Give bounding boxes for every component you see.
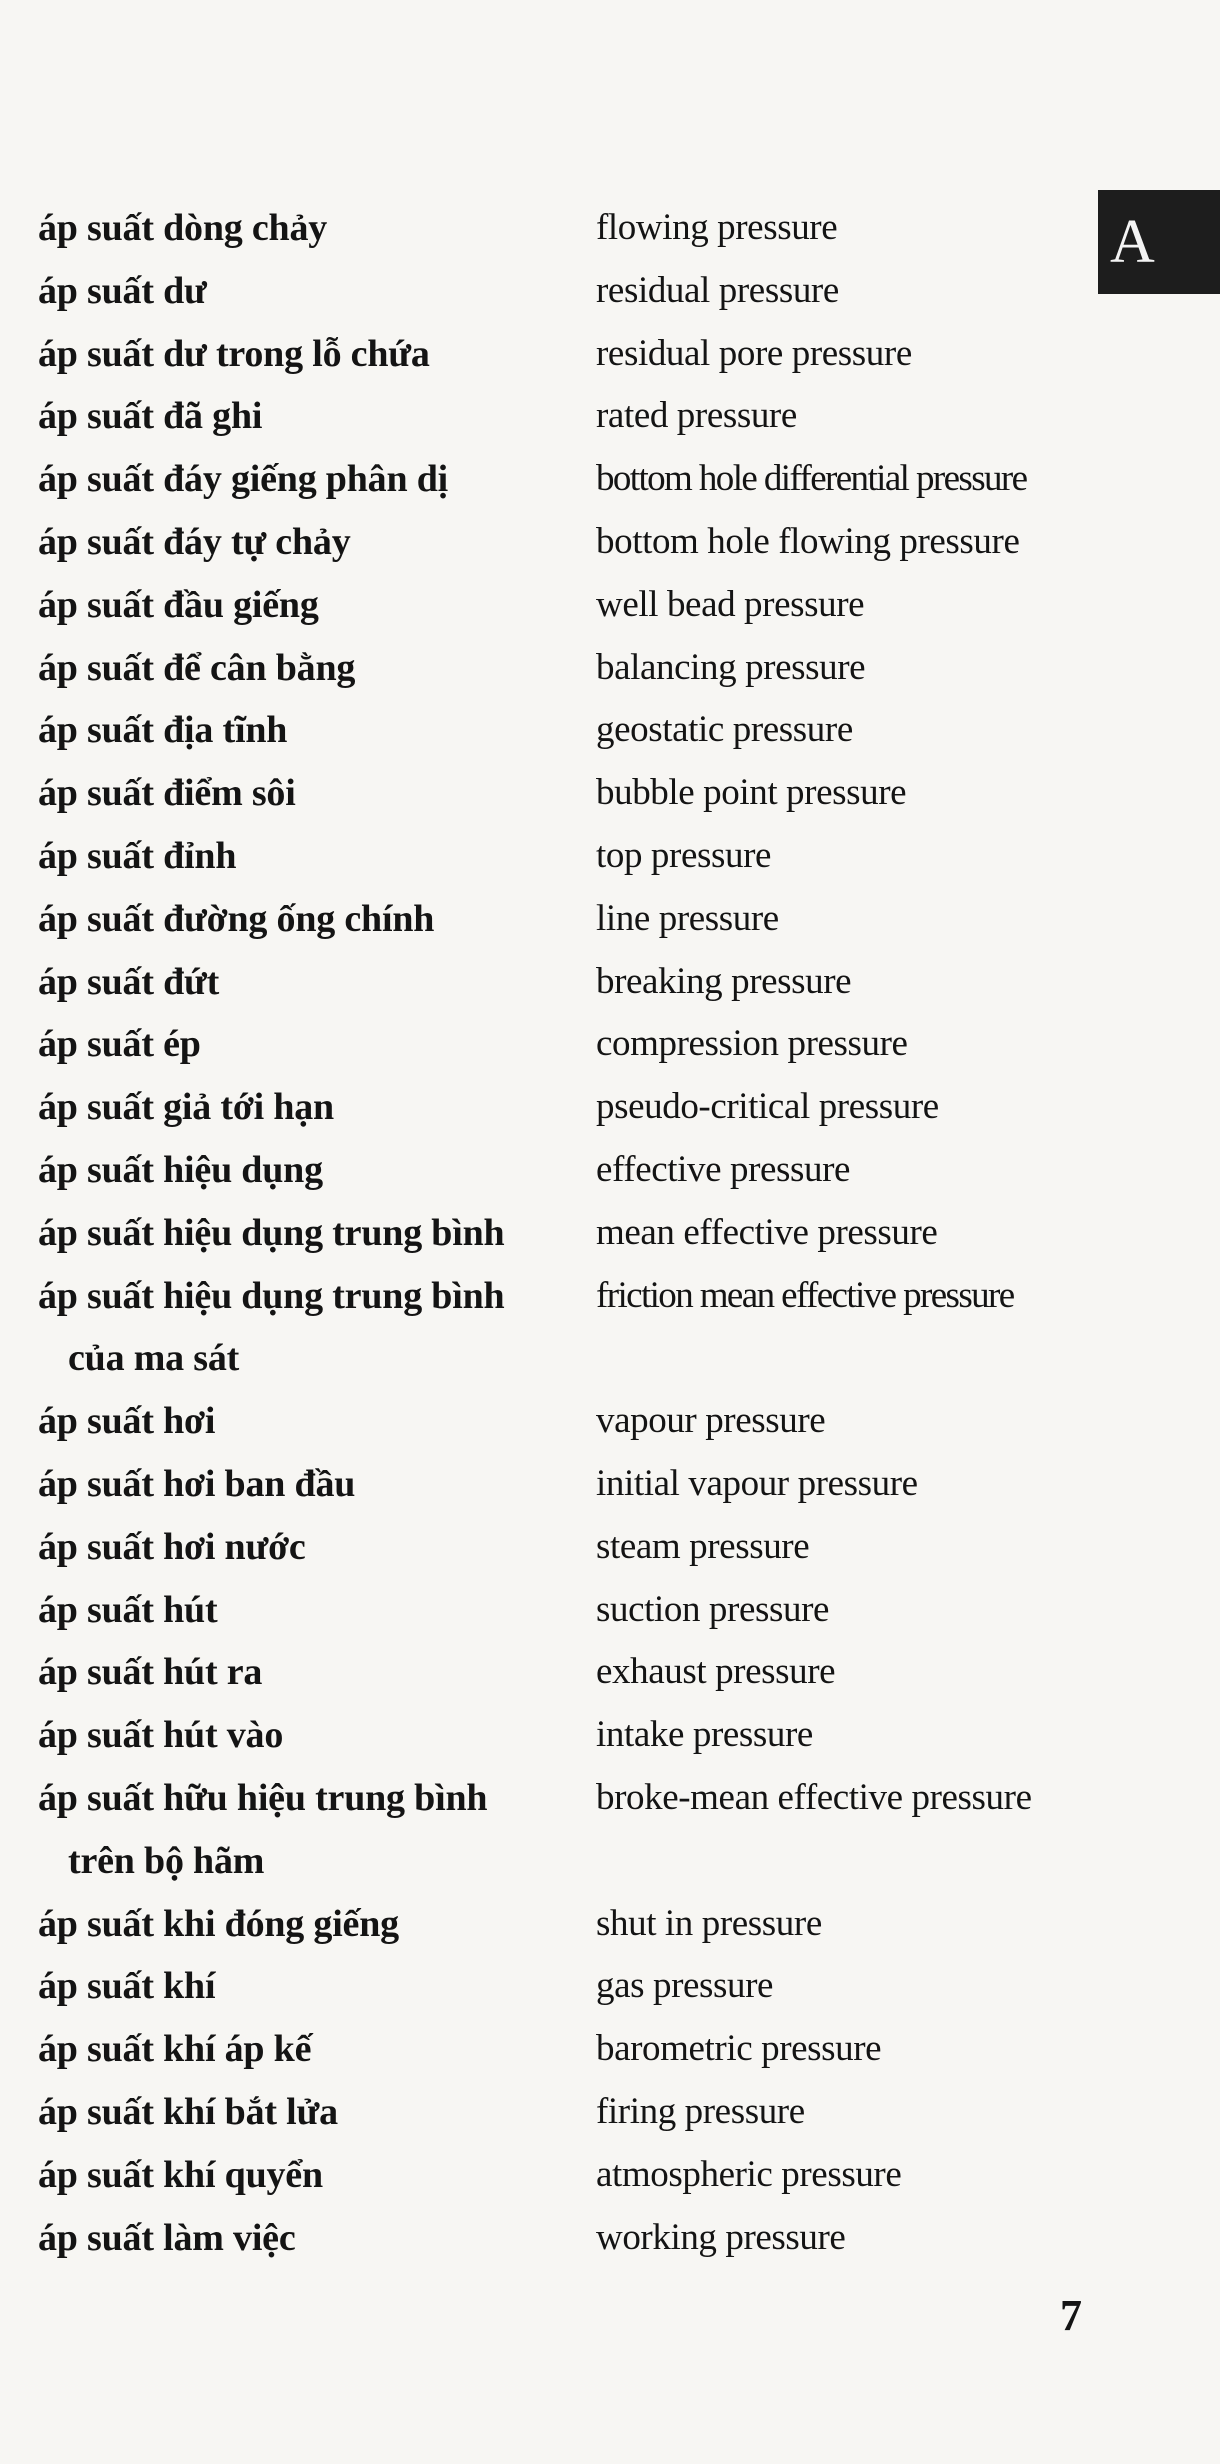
english-term: compression pressure (596, 1023, 908, 1065)
entry-row (0, 1894, 1090, 1957)
vietnamese-term: áp suất hữu hiệu trung bình (38, 1776, 488, 1819)
vietnamese-term: áp suất hơi (38, 1400, 216, 1443)
english-term: shut in pressure (596, 1902, 822, 1944)
vietnamese-term: áp suất hiệu dụng (38, 1148, 323, 1191)
english-term: rated pressure (596, 395, 797, 437)
vietnamese-term: áp suất hút (38, 1588, 218, 1631)
vietnamese-term: áp suất hiệu dụng trung bình (38, 1211, 505, 1254)
vietnamese-term: áp suất làm việc (38, 2216, 296, 2259)
english-term: atmospheric pressure (596, 2153, 902, 2195)
vietnamese-term: áp suất khí quyển (38, 2153, 323, 2196)
entry-row (0, 2208, 1090, 2271)
entry-row (0, 826, 1090, 889)
dictionary-entries (0, 198, 1090, 2270)
english-term: effective pressure (596, 1148, 851, 1190)
english-term: friction mean effective pressure (596, 1274, 1014, 1316)
vietnamese-term: áp suất đáy giếng phân dị (38, 458, 448, 501)
entry-row (0, 1454, 1090, 1517)
english-term: bottom hole flowing pressure (596, 520, 1020, 562)
entry-row (0, 1391, 1090, 1454)
entry-row (0, 763, 1090, 826)
english-term: barometric pressure (596, 2028, 882, 2070)
vietnamese-term: áp suất khí (38, 1965, 216, 2008)
vietnamese-term: áp suất khí bắt lửa (38, 2090, 338, 2133)
entry-row (0, 1266, 1090, 1329)
entry-row (0, 2082, 1090, 2145)
english-term: residual pressure (596, 269, 839, 311)
vietnamese-term: áp suất dòng chảy (38, 207, 328, 249)
english-term: vapour pressure (596, 1400, 826, 1442)
entry-row (0, 1077, 1090, 1140)
entry-row (0, 575, 1090, 638)
vietnamese-term: áp suất đỉnh (38, 834, 237, 877)
vietnamese-term: áp suất khi đóng giếng (38, 1902, 399, 1945)
english-term: bubble point pressure (596, 772, 907, 814)
english-term: breaking pressure (596, 960, 852, 1002)
english-term: line pressure (596, 897, 779, 939)
vietnamese-term: áp suất hơi ban đầu (38, 1462, 356, 1505)
vietnamese-term: áp suất ép (38, 1023, 201, 1066)
vietnamese-term: áp suất dư trong lỗ chứa (38, 332, 430, 375)
english-term: bottom hole differential pressure (596, 458, 1027, 500)
entry-row (0, 1768, 1090, 1831)
english-term: broke-mean effective pressure (596, 1776, 1032, 1818)
entry-row-continuation (0, 1328, 1090, 1391)
vietnamese-term: áp suất hiệu dụng trung bình (38, 1274, 505, 1317)
vietnamese-term: áp suất hơi nước (38, 1525, 306, 1568)
vietnamese-term-continuation: của ma sát (68, 1337, 240, 1380)
vietnamese-term: áp suất đã ghi (38, 395, 263, 438)
vietnamese-term: áp suất khí áp kế (38, 2028, 312, 2071)
english-term: pseudo-critical pressure (596, 1086, 939, 1128)
english-term: intake pressure (596, 1714, 813, 1756)
entry-row (0, 449, 1090, 512)
entry-row (0, 1014, 1090, 1077)
page-number: 7 (1060, 2291, 1082, 2340)
english-term: residual pore pressure (596, 332, 912, 374)
english-term: balancing pressure (596, 646, 866, 688)
english-term: suction pressure (596, 1588, 830, 1630)
entry-row (0, 952, 1090, 1015)
english-term: flowing pressure (596, 207, 838, 248)
english-term: steam pressure (596, 1525, 810, 1567)
english-term: mean effective pressure (596, 1211, 938, 1253)
vietnamese-term: áp suất đứt (38, 960, 220, 1003)
entry-row (0, 324, 1090, 387)
english-term: initial vapour pressure (596, 1462, 918, 1504)
entry-row-continuation (0, 1831, 1090, 1894)
entry-row (0, 1203, 1090, 1266)
english-term: exhaust pressure (596, 1651, 836, 1693)
english-term: working pressure (596, 2216, 846, 2258)
entry-row (0, 261, 1090, 324)
vietnamese-term: áp suất dư (38, 269, 207, 312)
entry-row (0, 2145, 1090, 2208)
english-term: top pressure (596, 834, 772, 876)
english-term: gas pressure (596, 1965, 774, 2007)
vietnamese-term: áp suất đầu giếng (38, 583, 319, 626)
entry-row (0, 198, 1090, 261)
entry-row (0, 386, 1090, 449)
vietnamese-term-continuation: trên bộ hãm (68, 1839, 265, 1882)
vietnamese-term: áp suất để cân bằng (38, 646, 356, 689)
section-tab: A (1098, 190, 1220, 294)
vietnamese-term: áp suất đáy tự chảy (38, 520, 351, 563)
entry-row (0, 2019, 1090, 2082)
english-term: firing pressure (596, 2090, 805, 2132)
entry-row (0, 1956, 1090, 2019)
entry-row (0, 512, 1090, 575)
entry-row (0, 889, 1090, 952)
entry-row (0, 700, 1090, 763)
entry-row (0, 1517, 1090, 1580)
vietnamese-term: áp suất đường ống chính (38, 897, 435, 940)
vietnamese-term: áp suất điểm sôi (38, 772, 296, 815)
vietnamese-term: áp suất địa tĩnh (38, 709, 288, 752)
english-term: well bead pressure (596, 583, 865, 625)
vietnamese-term: áp suất hút vào (38, 1714, 284, 1757)
entry-row (0, 1140, 1090, 1203)
english-term: geostatic pressure (596, 709, 853, 751)
vietnamese-term: áp suất giả tới hạn (38, 1086, 334, 1129)
vietnamese-term: áp suất hút ra (38, 1651, 263, 1694)
entry-row (0, 1642, 1090, 1705)
entry-row (0, 1580, 1090, 1643)
entry-row (0, 638, 1090, 701)
entry-row (0, 1705, 1090, 1768)
